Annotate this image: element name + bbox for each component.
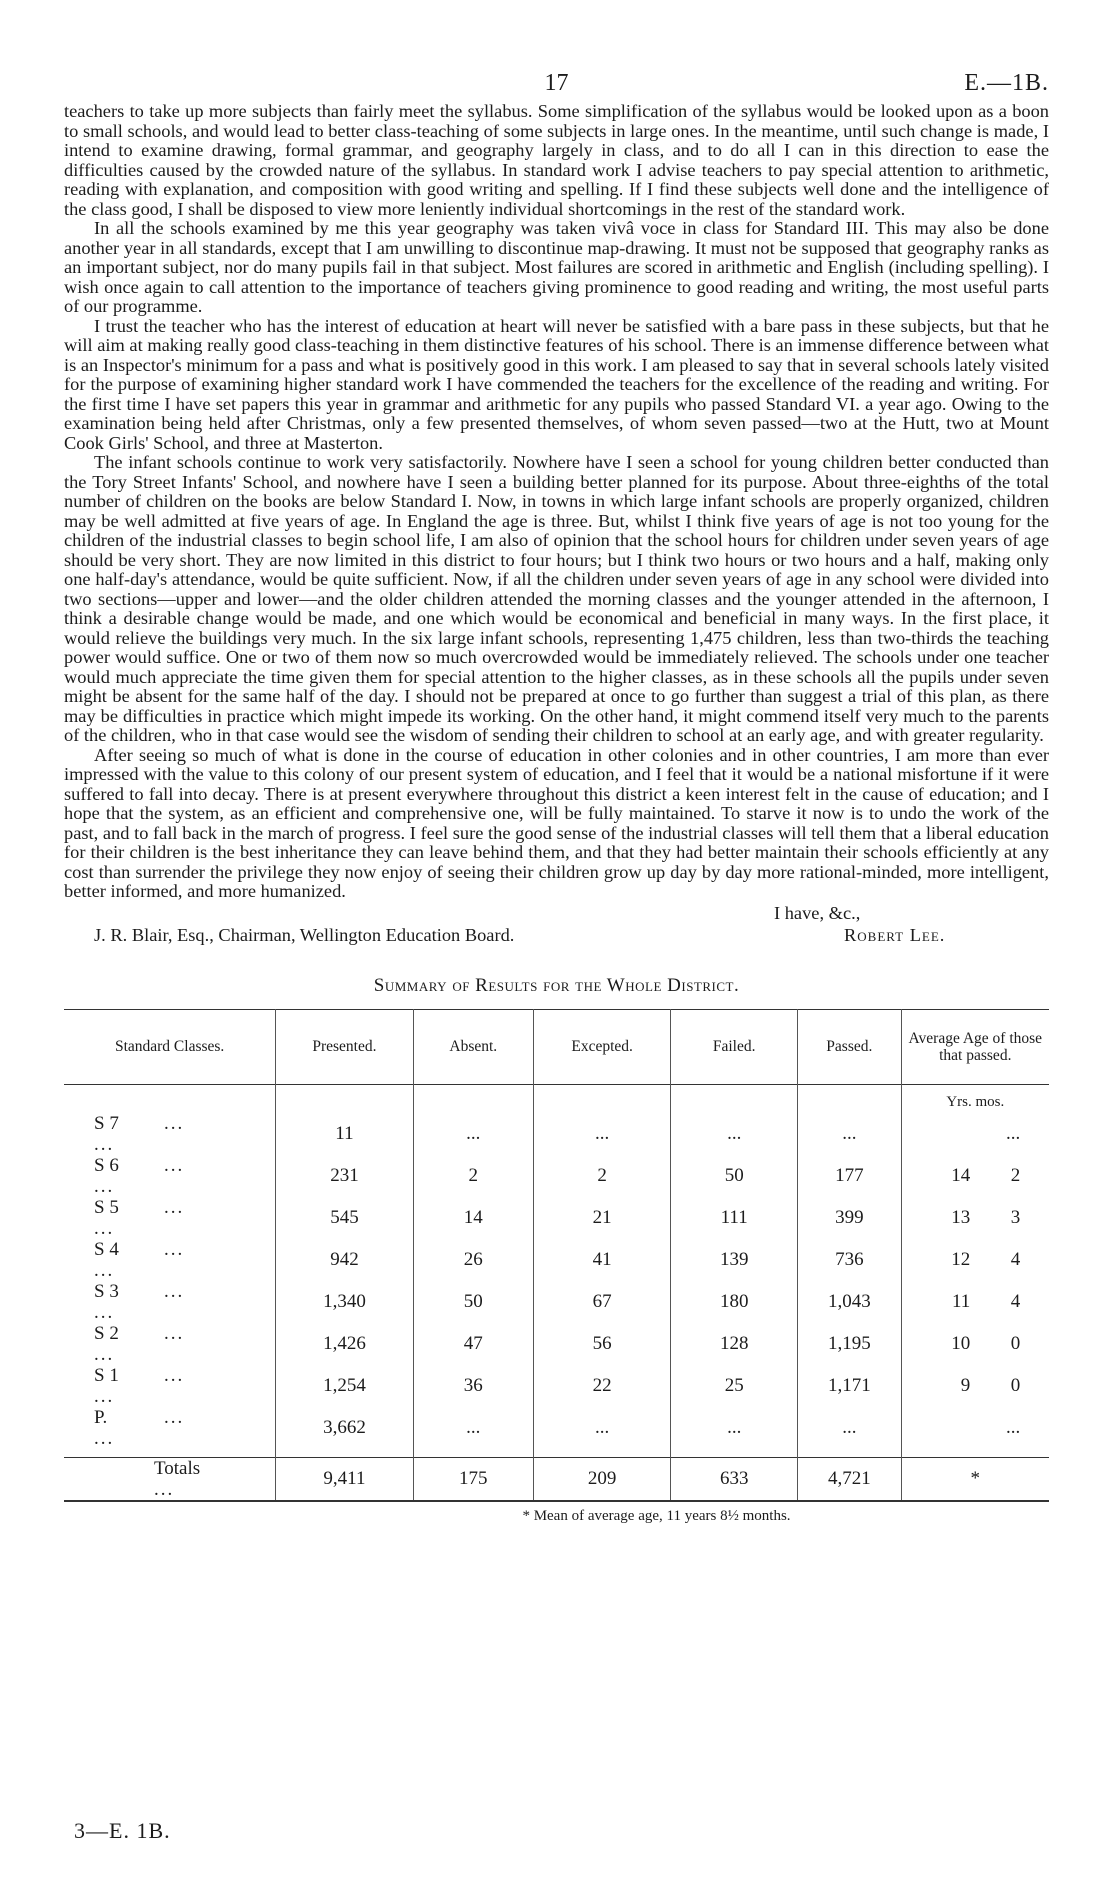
failed-cell: 128 — [671, 1323, 798, 1365]
excepted-cell: 67 — [534, 1281, 671, 1323]
passed-cell: 1,043 — [798, 1281, 902, 1323]
age-years: 13 — [951, 1207, 971, 1228]
age-months: 3 — [1010, 1207, 1021, 1228]
class-label: S 6 — [94, 1154, 119, 1176]
age-months: ... — [1006, 1417, 1021, 1438]
results-table — [64, 1009, 1049, 1502]
leader-dots: ... — [164, 1322, 185, 1344]
totals-row — [64, 1457, 1049, 1501]
column-header: Excepted. — [534, 1009, 671, 1084]
leader-dots: ... — [94, 1301, 115, 1323]
excepted-cell: 22 — [534, 1365, 671, 1407]
average-age-cell — [901, 1407, 1049, 1458]
class-label: P. — [94, 1406, 108, 1428]
average-age-cell — [901, 1365, 1049, 1407]
failed-cell: 25 — [671, 1365, 798, 1407]
age-years: 10 — [951, 1333, 971, 1354]
standard-class-cell — [64, 1239, 276, 1281]
valediction: I have, &c., — [774, 902, 861, 923]
table-row — [64, 1323, 1049, 1365]
summary-title: Summary of Results for the Whole District. — [373, 974, 740, 996]
standard-class-cell — [64, 1155, 276, 1197]
paragraph: I trust the teacher who has the interest of education at heart will never be satisfied with a bare pass in these subjects, but that he will aim at making really good class-teaching in them distinctive features of his school. There is an immense difference between what is an Inspector's minimum for a pass and what is positively good in this work. I am pleased to say that in several schools lately visited for the purpose of examining higher standard work I have commended the teachers for the excellence of the reading and writing. For the first time I have set papers this year in grammar and arithmetic for any pupils who passed Standard VI. a year ago. Owing to the examination being held after Christmas, only a few presented themselves, of whom seven passed—two at the Hutt, two at Mount Cook Girls' School, and three at Masterton. — [64, 315, 1049, 453]
leader-dots: ... — [94, 1427, 115, 1449]
totals-label-cell — [64, 1457, 276, 1501]
average-age-cell — [901, 1323, 1049, 1365]
class-label: S 2 — [94, 1322, 119, 1344]
standard-class-cell — [64, 1113, 276, 1155]
paragraph: After seeing so much of what is done in the course of education in other colonies and in other countries, I am more than ever impressed with the value to this colony of our present system of education, and I feel that it would be a national misfortune if it were suffered to fall into decay. There is at present everywhere throughout this district a keen interest felt in the cause of education; and I hope that the system, as an efficient and comprehensive one, will be fully maintained. To starve it now is to undo the work of the past, and to fall back in the march of progress. I feel sure the good sense of the industrial classes will tell them that a liberal education for their children is the best inheritance they can leave behind them, and that they had better maintain their schools efficiently at any cost than surrender the privilege they now enjoy of seeing their children grow up day by day more rational-minded, more intelligent, better informed, and more humanized. — [64, 744, 1049, 901]
average-age-cell — [901, 1239, 1049, 1281]
absent-cell: 50 — [413, 1281, 533, 1323]
class-label: S 1 — [94, 1364, 119, 1386]
excepted-cell: 41 — [534, 1239, 671, 1281]
average-age-cell — [901, 1197, 1049, 1239]
excepted-cell: 2 — [534, 1155, 671, 1197]
leader-dots: ... — [164, 1154, 185, 1176]
leader-dots: ... — [94, 1385, 115, 1407]
average-age-cell — [901, 1281, 1049, 1323]
presented-cell: 545 — [276, 1197, 413, 1239]
presented-cell: 1,340 — [276, 1281, 413, 1323]
totals-label: Totals — [154, 1457, 201, 1479]
leader-dots: ... — [94, 1133, 115, 1155]
failed-cell: 139 — [671, 1239, 798, 1281]
standard-class-cell — [64, 1197, 276, 1239]
leader-dots: ... — [154, 1478, 175, 1500]
table-header-row — [64, 1009, 1049, 1084]
leader-dots: ... — [94, 1217, 115, 1239]
failed-cell: 111 — [671, 1197, 798, 1239]
document-reference: E.—1B. — [964, 70, 1049, 96]
table-row — [64, 1407, 1049, 1458]
class-label: S 4 — [94, 1238, 119, 1260]
class-label: S 7 — [94, 1112, 119, 1134]
failed-cell: ... — [671, 1113, 798, 1155]
age-years: 11 — [951, 1291, 971, 1312]
report-body — [64, 102, 1049, 902]
age-months: 4 — [1010, 1249, 1021, 1270]
age-months: 2 — [1010, 1165, 1021, 1186]
units-row — [64, 1084, 1049, 1113]
leader-dots: ... — [164, 1238, 185, 1260]
document-page — [64, 62, 1049, 1525]
absent-cell: 2 — [413, 1155, 533, 1197]
failed-cell: 50 — [671, 1155, 798, 1197]
addressee: J. R. Blair, Esq., Chairman, Wellington Education Board. — [94, 924, 515, 945]
presented-cell: 231 — [276, 1155, 413, 1197]
passed-cell: 399 — [798, 1197, 902, 1239]
presented-cell: 1,426 — [276, 1323, 413, 1365]
presented-cell: 3,662 — [276, 1407, 413, 1458]
age-months: 4 — [1010, 1291, 1021, 1312]
leader-dots: ... — [94, 1259, 115, 1281]
passed-cell: 1,171 — [798, 1365, 902, 1407]
excepted-cell: 56 — [534, 1323, 671, 1365]
failed-cell: 180 — [671, 1281, 798, 1323]
leader-dots: ... — [164, 1280, 185, 1302]
excepted-cell: 21 — [534, 1197, 671, 1239]
age-years: 9 — [960, 1375, 971, 1396]
passed-cell: ... — [798, 1407, 902, 1458]
total-absent: 175 — [413, 1457, 533, 1501]
total-failed: 633 — [671, 1457, 798, 1501]
total-passed: 4,721 — [798, 1457, 902, 1501]
passed-cell: 1,195 — [798, 1323, 902, 1365]
leader-dots: ... — [164, 1406, 185, 1428]
signature: Robert Lee. — [844, 924, 946, 945]
average-age-cell — [901, 1155, 1049, 1197]
presented-cell: 11 — [276, 1113, 413, 1155]
paragraph: teachers to take up more subjects than fairly meet the syllabus. Some simplification of the syllabus would be looked upon as a boon to small schools, and would lead to better class-teaching of some subjects in large ones. In the meantime, until such change is made, I intend to examine drawing, formal grammar, and geography largely in class, and to do all I can in this direction to ease the difficulties caused by the crowded nature of the syllabus. In standard work I advise teachers to pay special attention to arithmetic, reading with explanation, and composition with good writing and spelling. If I find these subjects well done and the intelligence of the class good, I shall be disposed to view more leniently individual shortcomings in the rest of the standard work. — [64, 101, 1049, 219]
excepted-cell: ... — [534, 1407, 671, 1458]
total-excepted: 209 — [534, 1457, 671, 1501]
failed-cell: ... — [671, 1407, 798, 1458]
absent-cell: ... — [413, 1113, 533, 1155]
leader-dots: ... — [94, 1343, 115, 1365]
age-months: 0 — [1010, 1333, 1021, 1354]
paragraph: In all the schools examined by me this year geography was taken vivâ voce in class for Standard III. This may also be done another year in all standards, except that I am unwilling to discontinue map-drawing. It must not be supposed that geography ranks as an important subject, nor do many pupils fail in that subject. Most failures are scored in arithmetic and English (including spelling). I wish once again to call attention to the importance of teachers giving prominence to good reading and writing, the most useful parts of our programme. — [64, 218, 1049, 316]
presented-cell: 942 — [276, 1239, 413, 1281]
column-header: Presented. — [276, 1009, 413, 1084]
absent-cell: 26 — [413, 1239, 533, 1281]
table-row — [64, 1239, 1049, 1281]
column-header: Failed. — [671, 1009, 798, 1084]
passed-cell: 177 — [798, 1155, 902, 1197]
age-months: 0 — [1010, 1375, 1021, 1396]
passed-cell: 736 — [798, 1239, 902, 1281]
absent-cell: 47 — [413, 1323, 533, 1365]
age-units: Yrs. mos. — [901, 1084, 1049, 1113]
age-months: ... — [1006, 1123, 1021, 1144]
class-label: S 5 — [94, 1196, 119, 1218]
table-row — [64, 1197, 1049, 1239]
table-row — [64, 1365, 1049, 1407]
leader-dots: ... — [164, 1196, 185, 1218]
table-row — [64, 1113, 1049, 1155]
age-years: 14 — [951, 1165, 971, 1186]
average-age-cell — [901, 1113, 1049, 1155]
total-average-age: * — [901, 1457, 1049, 1501]
leader-dots: ... — [94, 1175, 115, 1197]
column-header: Absent. — [413, 1009, 533, 1084]
excepted-cell: ... — [534, 1113, 671, 1155]
passed-cell: ... — [798, 1113, 902, 1155]
column-header: Passed. — [798, 1009, 902, 1084]
absent-cell: 36 — [413, 1365, 533, 1407]
page-number: 17 — [544, 70, 569, 96]
standard-class-cell — [64, 1281, 276, 1323]
presented-cell: 1,254 — [276, 1365, 413, 1407]
table-row — [64, 1281, 1049, 1323]
column-header: Standard Classes. — [114, 1038, 225, 1055]
footer-reference: 3—E. 1B. — [74, 1818, 171, 1843]
absent-cell: ... — [413, 1407, 533, 1458]
age-years: 12 — [951, 1249, 971, 1270]
standard-class-cell — [64, 1407, 276, 1458]
page-header — [64, 62, 1049, 102]
leader-dots: ... — [164, 1112, 185, 1134]
leader-dots: ... — [164, 1364, 185, 1386]
table-row — [64, 1155, 1049, 1197]
standard-class-cell — [64, 1323, 276, 1365]
letter-closing — [64, 903, 1049, 947]
column-header: Average Age of those that passed. — [901, 1009, 1049, 1084]
standard-class-cell — [64, 1365, 276, 1407]
footnote: * Mean of average age, 11 years 8½ months. — [522, 1507, 791, 1524]
total-presented: 9,411 — [276, 1457, 413, 1501]
paragraph: The infant schools continue to work very satisfactorily. Nowhere have I seen a school for young children better conducted than the Tory Street Infants' School, and nowhere have I seen a building better planned for its purpose. About three-eighths of the total number of children on the books are below Standard I. Now, in towns in which large infant schools are properly organized, children may be well admitted at five years of age. In England the age is three. But, whilst I think five years of age is not too young for the children of the industrial classes to begin school life, I am also of opinion that the school hours for children under seven years of age should be very short. They are now limited in this district to four hours; but I think two hours or two hours and a half, making only one half-day's attendance, would be quite sufficient. Now, if all the children under seven years of age in any school were divided into two sections—upper and lower—and the older children attended the morning classes and the younger attended in the afternoon, I think a desirable change would be made, and one which would be economical and beneficial in many ways. In the first place, it would relieve the buildings very much. In the six large infant schools, representing 1,475 children, less than two-thirds the teaching power would suffice. One or two of them now so much overcrowded would be immediately relieved. The schools under one teacher would much appreciate the time given them for special attention to the higher classes, as in these schools all the pupils under seven might be absent for the same half of the day. I should not be prepared at once to go further than suggest a trial of this plan, as there may be difficulties in practice which might impede its working. On the other hand, it might commend itself very much to the parents of the children, who in that case would see the wisdom of sending their children to school at an early age, and with greater regularity. — [64, 452, 1049, 745]
class-label: S 3 — [94, 1280, 119, 1302]
absent-cell: 14 — [413, 1197, 533, 1239]
